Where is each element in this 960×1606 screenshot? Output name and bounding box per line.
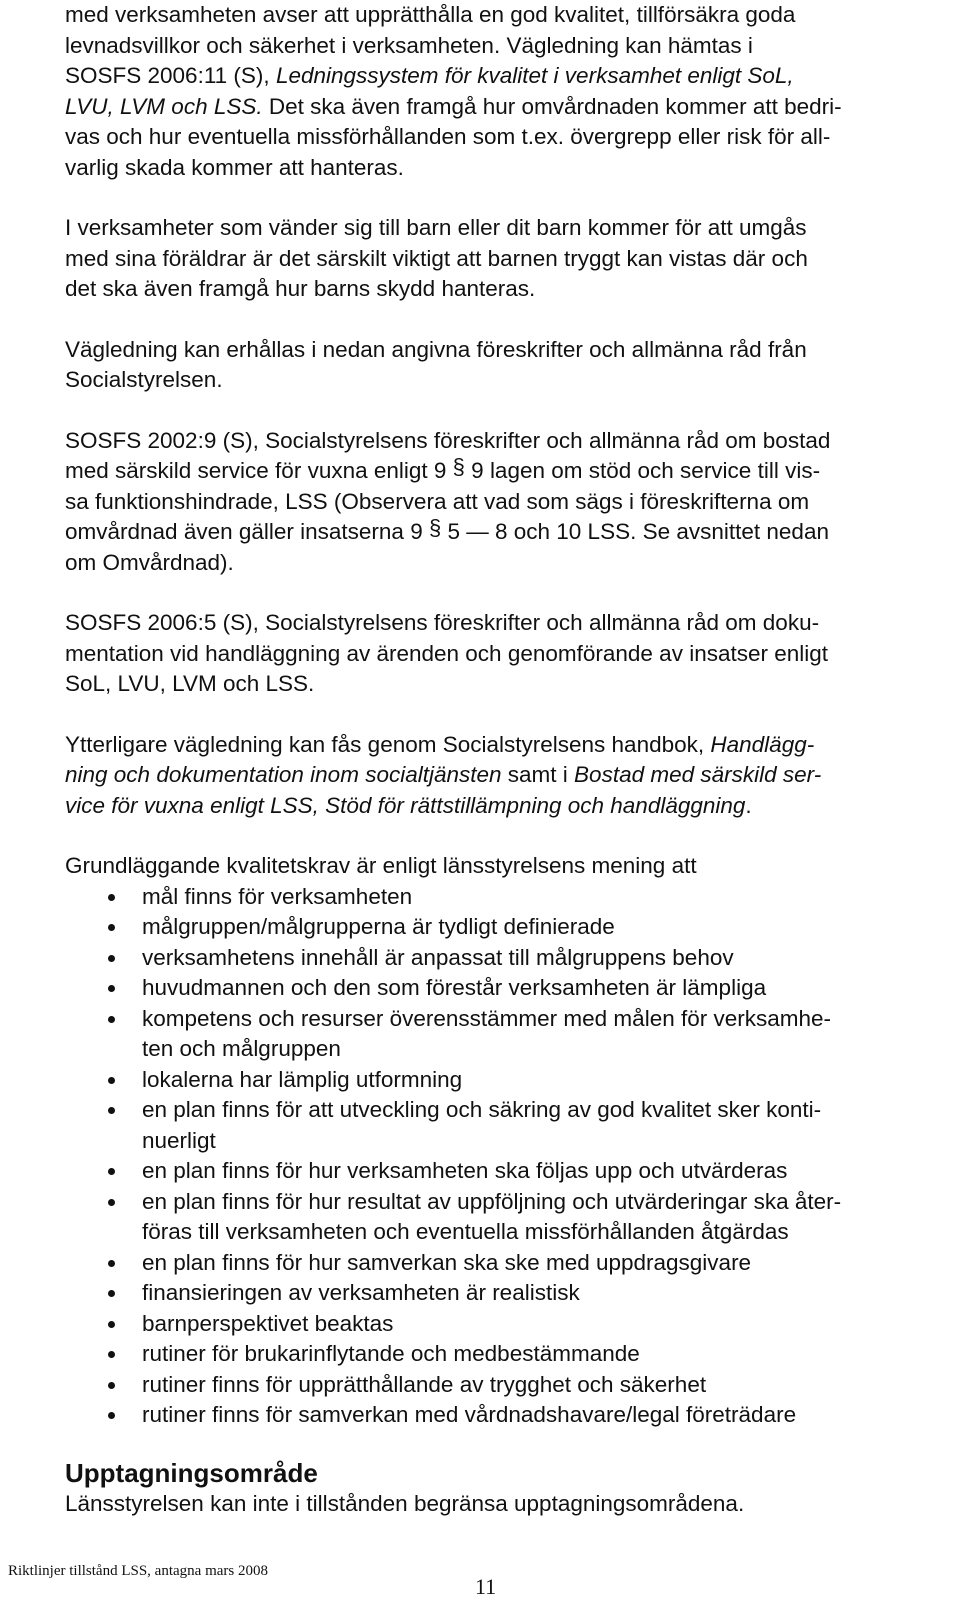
bullet-icon (108, 1260, 115, 1267)
text-span: 5 — 8 och 10 LSS. Se avsnittet nedan (441, 519, 829, 544)
list-item-text: verksamhetens innehåll är anpassat till målgruppens behov (142, 944, 734, 970)
paragraph-children (65, 213, 935, 305)
text-line (65, 456, 935, 487)
list-item (65, 1309, 935, 1340)
text-line (65, 730, 935, 761)
list-item-text: rutiner finns för samverkan med vårdnadshavare/legal företrädare (142, 1402, 797, 1427)
text-line (65, 92, 935, 123)
list-item (65, 1248, 935, 1279)
paragraph-sosfs-2002 (65, 426, 935, 579)
list-item-text: rutiner finns för upprätthållande av trygghet och säkerhet (142, 1371, 707, 1397)
section-catchment (65, 1457, 935, 1520)
list-item-text: en plan finns för hur samverkan ska ske med uppdragsgivare (142, 1249, 752, 1275)
list-item-text: målgruppen/målgrupperna är tydligt definierade (142, 914, 615, 939)
bullet-icon (108, 1016, 115, 1023)
italic-title: vice för vuxna enligt LSS, Stöd för rättstillämpning och handläggning (65, 792, 746, 818)
italic-title: ning och dokumentation inom socialtjänsten (65, 762, 502, 787)
text-line: om Omvårdnad). (65, 549, 234, 575)
text-span: Ytterligare vägledning kan fås genom Socialstyrelsens handbok, (65, 731, 711, 757)
list-item (65, 1278, 935, 1309)
text-span: Det ska även framgå hur omvårdnaden kommer att bedri- (262, 93, 842, 119)
bullet-icon (108, 894, 115, 901)
text-line: med verksamheten avser att upprätthålla en god kvalitet, tillförsäkra goda (65, 2, 796, 27)
bullet-icon (108, 924, 115, 931)
text-line: det ska även framgå hur barns skydd hanteras. (65, 276, 536, 301)
text-line (65, 517, 935, 548)
bullet-icon (108, 1382, 115, 1389)
list-item-text: en plan finns för hur resultat av uppföljning och utvärderingar ska åter- (142, 1188, 842, 1214)
list-item (65, 1095, 935, 1156)
list-item (65, 943, 935, 974)
list-item-text: lokalerna har lämplig utformning (142, 1066, 463, 1092)
text-span: med särskild service för vuxna enligt 9 (65, 458, 453, 483)
footer-text: Riktlinjer tillstånd LSS, antagna mars 2008 (8, 1563, 268, 1579)
list-item-text: nuerligt (142, 1127, 216, 1153)
text-line: Vägledning kan erhållas i nedan angivna föreskrifter och allmänna råd från (65, 336, 807, 362)
list-item (65, 1400, 935, 1431)
paragraph-sosfs-2006 (65, 608, 935, 700)
list-item-text: ten och målgruppen (142, 1036, 341, 1061)
text-span: samt i (501, 762, 575, 787)
bullet-icon (108, 985, 115, 992)
list-item (65, 1339, 935, 1370)
text-line: vas och hur eventuella missförhållanden som t.ex. övergrepp eller risk för all- (65, 124, 831, 149)
text-line (65, 61, 935, 92)
text-line: med sina föräldrar är det särskilt viktigt att barnen tryggt kan vistas där och (65, 245, 808, 271)
bullet-icon (108, 1168, 115, 1175)
list-item-text: kompetens och resurser överensstämmer med målen för verksamhe- (142, 1005, 832, 1031)
text-span: . (745, 792, 752, 818)
bullet-icon (108, 955, 115, 962)
section-symbol: § (452, 454, 465, 479)
bullet-icon (108, 1412, 115, 1419)
list-intro: Grundläggande kvalitetskrav är enligt länsstyrelsens mening att (65, 853, 697, 878)
text-line: mentation vid handläggning av ärenden och genomförande av insatser enligt (65, 640, 829, 666)
italic-title: Handlägg- (710, 731, 815, 757)
section-text: Länsstyrelsen kan inte i tillstånden begränsa upptagningsområdena. (65, 1490, 745, 1516)
text-line: SOSFS 2006:5 (S), Socialstyrelsens föreskrifter och allmänna råd om doku- (65, 610, 820, 635)
bullet-icon (108, 1199, 115, 1206)
list-item (65, 912, 935, 943)
page-number: 11 (475, 1574, 497, 1599)
list-item-text: huvudmannen och den som förestår verksamheten är lämpliga (142, 975, 767, 1000)
section-heading: Upptagningsområde (65, 1457, 318, 1488)
list-item (65, 882, 935, 913)
list-item (65, 1004, 935, 1065)
text-line: Socialstyrelsen. (65, 367, 223, 392)
list-item-text: rutiner för brukarinflytande och medbestämmande (142, 1341, 640, 1366)
text-span: omvårdnad även gäller insatserna 9 (65, 519, 429, 544)
list-item-text: föras till verksamheten och eventuella missförhållanden åtgärdas (142, 1219, 789, 1244)
list-item-text: en plan finns för att utveckling och säkring av god kvalitet sker konti- (142, 1097, 822, 1122)
list-item (65, 1370, 935, 1401)
text-line (65, 791, 935, 822)
document-body (65, 0, 935, 1519)
list-item (65, 1156, 935, 1187)
bullet-icon (108, 1290, 115, 1297)
list-item (65, 973, 935, 1004)
list-item (65, 1187, 935, 1248)
bullet-icon (108, 1107, 115, 1114)
italic-title: Bostad med särskild ser- (574, 762, 822, 787)
text-span: 9 lagen om stöd och service till vis- (464, 458, 821, 483)
paragraph-guidance (65, 335, 935, 396)
text-line: I verksamheter som vänder sig till barn eller dit barn kommer för att umgås (65, 215, 807, 240)
bullet-icon (108, 1321, 115, 1328)
text-line: varlig skada kommer att hanteras. (65, 154, 404, 180)
bullet-icon (108, 1351, 115, 1358)
text-line: sa funktionshindrade, LSS (Observera att vad som sägs i föreskrifterna om (65, 488, 810, 514)
text-line: levnadsvillkor och säkerhet i verksamheten. Vägledning kan hämtas i (65, 32, 753, 58)
bullet-icon (108, 1077, 115, 1084)
text-line: SOSFS 2002:9 (S), Socialstyrelsens föreskrifter och allmänna råd om bostad (65, 427, 831, 453)
requirements-list (65, 882, 935, 1431)
quality-requirements (65, 851, 935, 1431)
paragraph-handbook (65, 730, 935, 822)
paragraph-quality (65, 0, 935, 183)
text-line (65, 760, 935, 791)
text-span: SOSFS 2006:11 (S), (65, 63, 276, 88)
list-item-text: finansieringen av verksamheten är realistisk (142, 1280, 580, 1305)
list-item-text: mål finns för verksamheten (142, 883, 413, 909)
list-item (65, 1065, 935, 1096)
section-symbol: § (428, 515, 442, 540)
list-item-text: en plan finns för hur verksamheten ska följas upp och utvärderas (142, 1158, 788, 1183)
text-line: SoL, LVU, LVM och LSS. (65, 671, 315, 696)
list-item-text: barnperspektivet beaktas (142, 1310, 394, 1336)
italic-title: LVU, LVM och LSS. (65, 93, 263, 119)
italic-title: Ledningssystem för kvalitet i verksamhet enligt SoL, (275, 63, 794, 88)
